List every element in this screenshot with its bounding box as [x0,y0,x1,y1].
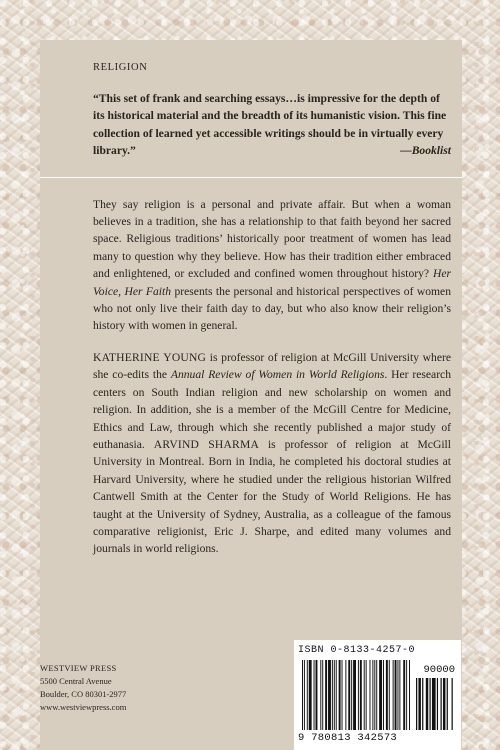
addon-barcode-icon [416,678,454,730]
barcode-area [294,640,461,750]
bio-part3: is professor of religion at McGill University in Montreal. Born in India, he completed his doctoral studies at Harvard University, where he studied under the religious historian Wilfred Cantwell Smith at the Center for the Study of World Religions. He has taught at the University of Sydney, Australia, as a colleague of the famous comparative religionist, Eric J. Sharpe, and edited many volumes and journals in world religions. [93,437,451,556]
book-title: Her Voice, Her Faith [93,267,451,298]
book-description [93,196,451,335]
description-part1: They say religion is a personal and private affair. But when a woman believes in a tradition, she has a relationship to that faith beyond her sacred space. Religious traditions’ historically poor treatment of women has lead many to question why they believe. How has their tradition either embraced and enlightened, or excluded and confined women throughout history? [93,197,451,281]
author-name-young: KATHERINE YOUNG [93,350,207,364]
author-bio [93,349,451,558]
bio-part2: . Her research centers on South Indian religion and new scholarship on women and religion. In addition, she is a member of the McGill Centre for Medicine, Ethics and Law, through which she recently published a major study of euthanasia. [93,368,451,451]
journal-title: Annual Review of Women in World Religions [170,368,385,382]
quote-attribution: —Booklist [400,144,451,158]
publisher-city: Boulder, CO 80301-2977 [40,689,127,699]
description-part2: presents the personal and historical perspectives of women who not only live their faith day to day, but who also know their religion’s history with women in general. [93,284,451,333]
publisher-name: WESTVIEW PRESS [40,663,117,673]
section-label: RELIGION [93,62,148,73]
cover-content [93,62,451,572]
publisher-website: www.westviewpress.com [40,702,127,712]
price-code: 90000 [423,664,455,676]
barcode-digits: 9 780813 342573 [298,732,398,744]
publisher-address: 5500 Central Avenue [40,676,112,686]
quote-text: “This set of frank and searching essays…is impressive for the depth of its historical material and the breadth of its humanistic vision. This fine collection of learned yet accessible writings should be in virtually every library.” [93,92,447,158]
bio-part1: is professor of religion at McGill University where she co-edits the [93,350,451,382]
publisher-info [40,662,126,714]
barcode-icon [302,660,410,730]
review-quote [93,90,451,160]
divider-rule [40,177,462,178]
author-name-sharma: ARVIND SHARMA [153,437,260,451]
isbn-label: ISBN 0-8133-4257-0 [298,645,416,656]
